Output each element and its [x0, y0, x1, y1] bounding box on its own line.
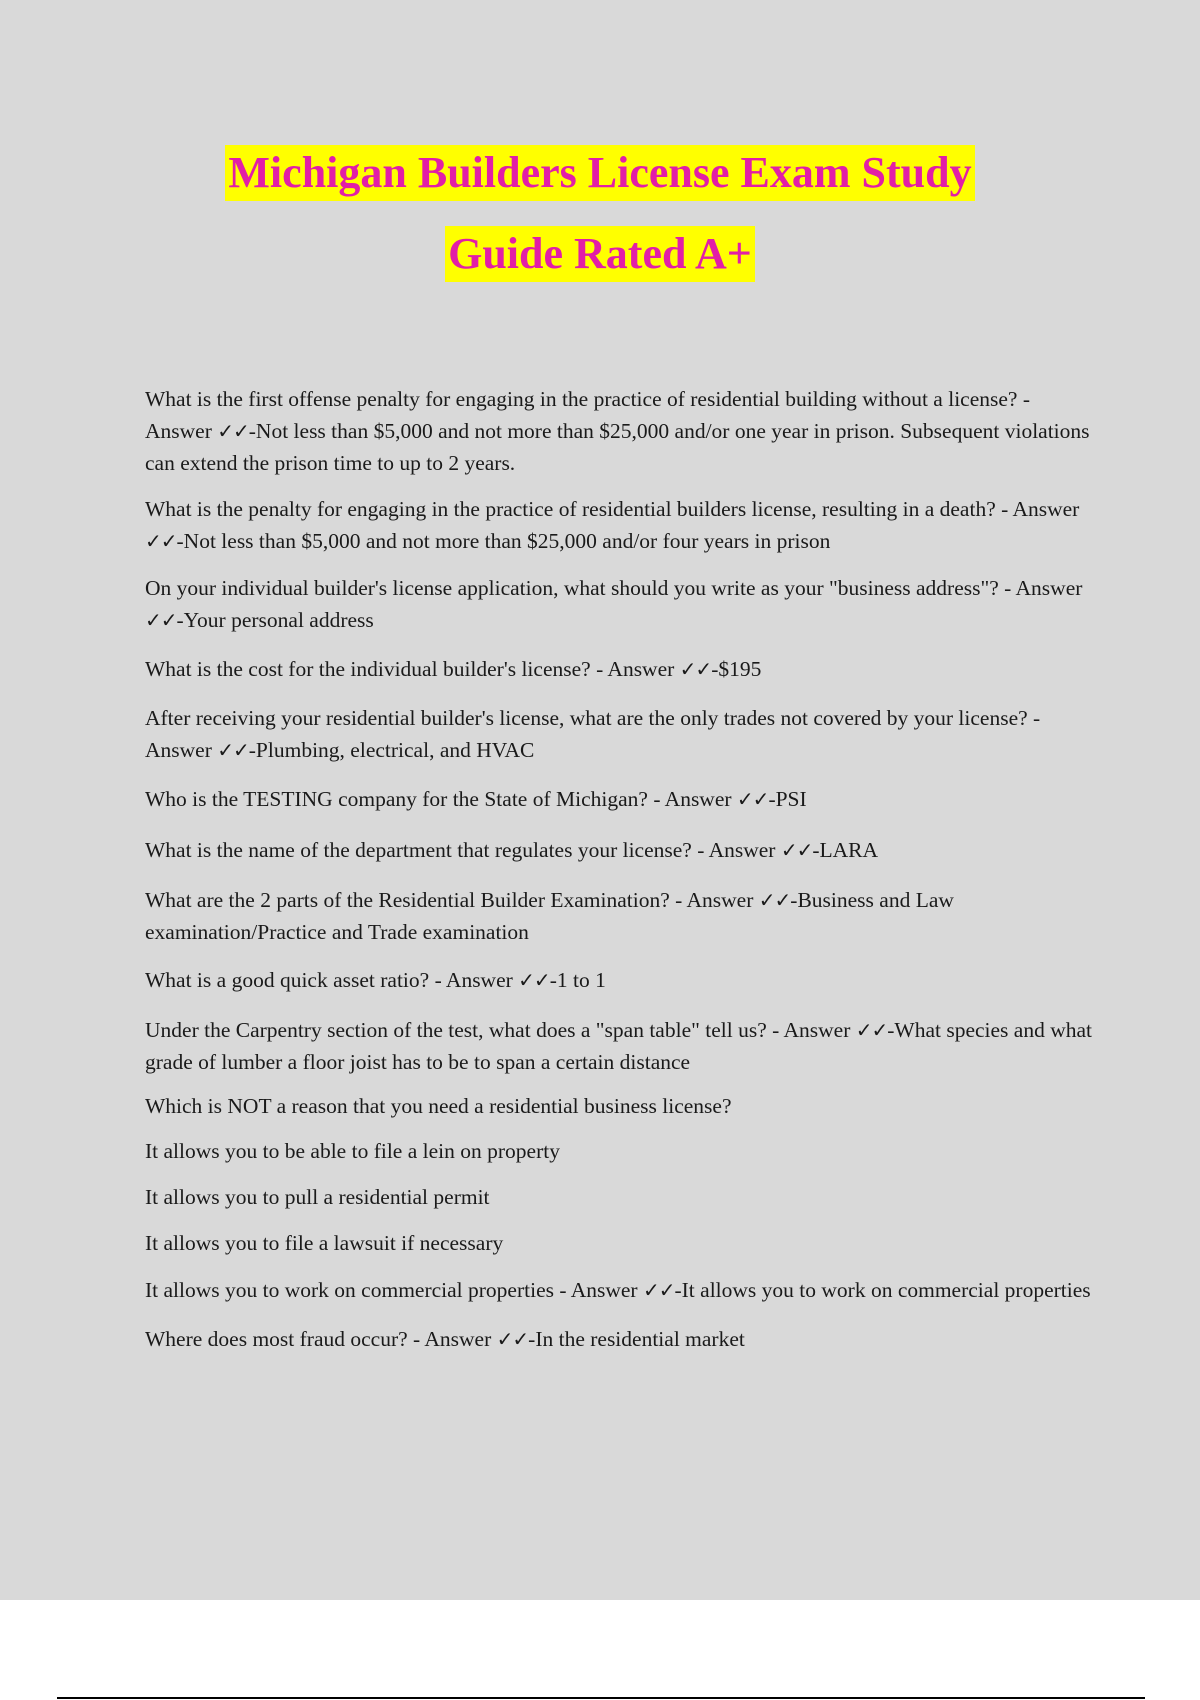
check-icon: ✓✓ — [758, 888, 791, 912]
check-icon: ✓✓ — [679, 657, 712, 681]
document-title — [0, 145, 1200, 282]
multi-question-last-option: It allows you to work on commercial properties - Answer ✓✓-It allows you to work on commercial properties — [145, 1278, 1091, 1302]
qa-item: After receiving your residential builder's license, what are the only trades not covered by your license? - Answer ✓✓-Plumbing, electrical, and HVAC — [145, 706, 1041, 762]
qa-item: Under the Carpentry section of the test, what does a "span table" tell us? - Answer ✓✓-What species and what grade of lumber a floor joist has to be to span a certain distance — [145, 1018, 1093, 1074]
check-icon: ✓✓ — [642, 1278, 675, 1302]
title-line-2: Guide Rated A+ — [445, 226, 755, 282]
qa-item: What is the cost for the individual builder's license? - Answer ✓✓-$195 — [145, 657, 762, 681]
title-line-1: Michigan Builders License Exam Study — [225, 145, 974, 201]
qa-item: What is a good quick asset ratio? - Answer ✓✓-1 to 1 — [145, 968, 606, 992]
check-icon: ✓✓ — [780, 838, 813, 862]
multi-question-option: It allows you to be able to file a lein on property — [145, 1139, 560, 1163]
check-icon: ✓✓ — [518, 968, 550, 992]
check-icon: ✓✓ — [145, 608, 177, 632]
qa-item: What is the first offense penalty for engaging in the practice of residential building without a license? - Answer ✓✓-Not less than $5,000 and not more than $25,000 and/or one year in prison. Subsequent violations can extend the prison time to up to 2 years. — [145, 387, 1090, 475]
qa-item: What are the 2 parts of the Residential Builder Examination? - Answer ✓✓-Business and Law examination/Practice and Trade examination — [145, 888, 954, 944]
check-icon: ✓✓ — [217, 738, 249, 762]
multi-question-option: It allows you to file a lawsuit if necessary — [145, 1231, 504, 1255]
check-icon: ✓✓ — [736, 787, 769, 811]
qa-item: What is the name of the department that regulates your license? - Answer ✓✓-LARA — [145, 838, 879, 862]
qa-item: Where does most fraud occur? - Answer ✓✓-In the residential market — [145, 1327, 745, 1351]
multi-question-option: It allows you to pull a residential permit — [145, 1185, 490, 1209]
check-icon: ✓✓ — [855, 1018, 888, 1042]
footer-divider — [57, 1697, 1145, 1699]
check-icon: ✓✓ — [217, 419, 249, 443]
check-icon: ✓✓ — [496, 1327, 529, 1351]
qa-item: Who is the TESTING company for the State of Michigan? - Answer ✓✓-PSI — [145, 787, 807, 811]
check-icon: ✓✓ — [145, 529, 177, 553]
qa-list — [145, 383, 1095, 1355]
multi-question-stem: Which is NOT a reason that you need a residential business license? — [145, 1094, 732, 1118]
qa-item: On your individual builder's license application, what should you write as your "business address"? - Answer ✓✓-Your personal address — [145, 576, 1083, 632]
qa-item: What is the penalty for engaging in the practice of residential builders license, resulting in a death? - Answer ✓✓-Not less than $5,000 and not more than $25,000 and/or four years in prison — [145, 497, 1080, 553]
